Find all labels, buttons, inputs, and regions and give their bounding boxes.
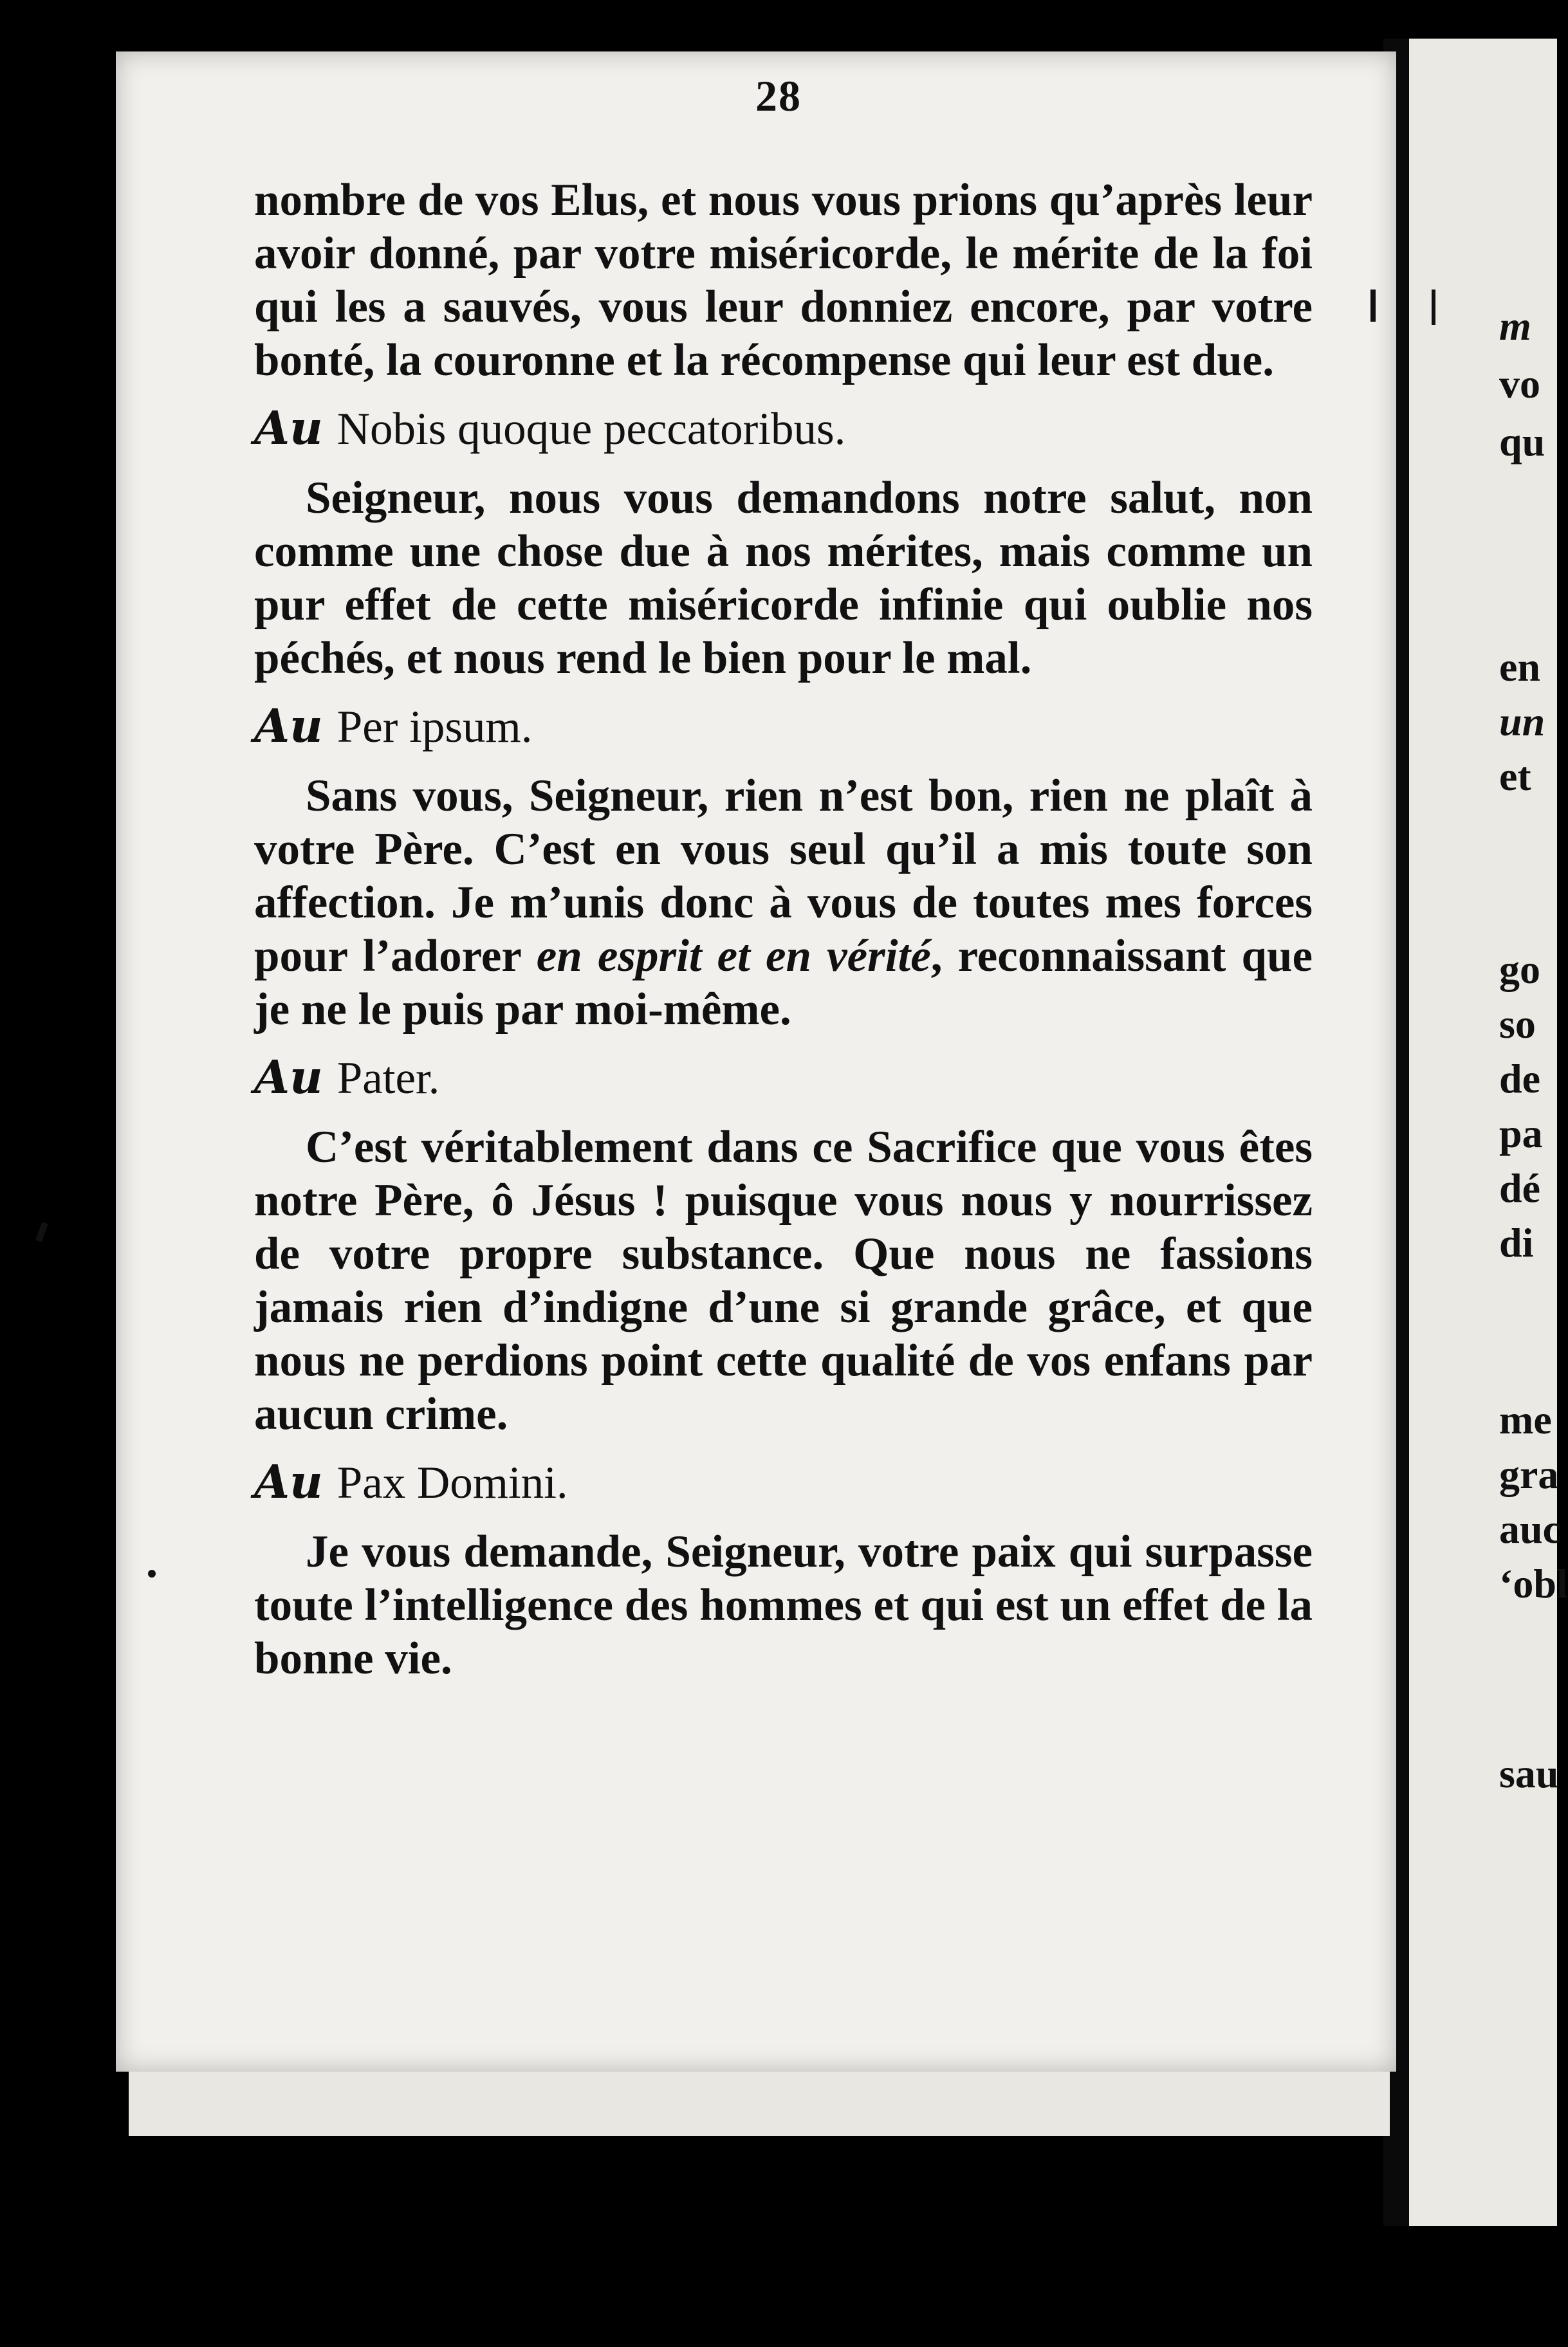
scan-speck — [148, 1570, 156, 1578]
paragraph-text: C’est véritablement dans ce Sacrifice que vous êtes notre Père, ô Jésus ! puisque vous nous y nourrissez de votre propre substance. Que nous ne fassions jamais rien d’indigne d’une si grande grâce, et que nous ne perdions point cette qualité de vos enfans par aucun crime. — [254, 1122, 1313, 1439]
section-heading — [254, 1455, 1313, 1510]
paragraph — [254, 1121, 1313, 1441]
paragraph — [254, 1525, 1313, 1686]
facing-page-fragment: pa — [1499, 1110, 1543, 1156]
paragraph-text: Seigneur, nous vous demandons notre salut, non comme une chose due à nos mérites, mais comme un pur effet de cette miséricorde infinie qui oublie nos péchés, et nous rend le bien pour le mal. — [254, 473, 1313, 683]
facing-page-fragment: de — [1499, 1056, 1540, 1101]
paragraph-text: Sans vous, Seigneur, rien n’est bon, rien ne plaît à votre Père. C’est en vous seul qu’il a mis toute son affection. Je m’unis donc à vous de toutes mes forces pour l’adorer — [254, 771, 1313, 981]
facing-page-fragment: dé — [1499, 1165, 1540, 1211]
page-edge — [129, 2072, 1390, 2136]
heading-text: Pax Domini. — [337, 1458, 568, 1508]
section-heading — [254, 1051, 1313, 1105]
paragraph-text: , reconnaissant que je ne le puis par moi-même. — [254, 931, 1313, 1035]
facing-page-fragment: un — [1499, 699, 1545, 744]
facing-page-fragment: ‘obl — [1499, 1561, 1568, 1606]
paragraph-text: nombre de vos Elus, et nous vous prions qu’après leur avoir donné, par votre miséricorde, le mérite de la foi qui les a sauvés, vous leur donniez encore, par votre bonté, la couronne et la récompense qui leur est due. — [254, 175, 1313, 385]
facing-page-fragment: so — [1499, 1001, 1536, 1047]
facing-page-fragment: go — [1499, 946, 1540, 992]
scan-speck — [1432, 290, 1435, 325]
paragraph — [254, 472, 1313, 685]
facing-page-fragment: vo — [1499, 361, 1540, 407]
italic-phrase: en esprit et en vérité — [536, 931, 931, 981]
au-marker: Au — [254, 1455, 323, 1509]
au-marker: Au — [254, 401, 323, 455]
paragraph — [254, 769, 1313, 1036]
page-body — [254, 174, 1313, 1686]
paragraph-text: Je vous demande, Seigneur, votre paix qui surpasse toute l’intelligence des hommes et qui est un effet de la bonne vie. — [254, 1527, 1313, 1684]
facing-page-fragment: et — [1499, 753, 1531, 799]
heading-text: Nobis quoque peccatoribus. — [337, 404, 846, 454]
section-heading — [254, 401, 1313, 456]
au-marker: Au — [254, 699, 323, 753]
facing-page-fragment: auc — [1499, 1506, 1561, 1552]
page-number: 28 — [755, 71, 802, 120]
facing-page-fragment: sau — [1499, 1751, 1559, 1796]
heading-text: Per ipsum. — [337, 702, 533, 752]
facing-page-fragment: gra — [1499, 1451, 1559, 1497]
facing-page-fragment: qu — [1499, 419, 1545, 465]
section-heading — [254, 699, 1313, 754]
facing-page-fragment: en — [1499, 644, 1540, 690]
facing-page-text-fragments — [1499, 0, 1568, 2347]
heading-text: Pater. — [337, 1053, 440, 1103]
facing-page-fragment: m — [1499, 303, 1531, 349]
facing-page-fragment: me — [1499, 1397, 1552, 1442]
facing-page-fragment: di — [1499, 1220, 1534, 1266]
paragraph — [254, 174, 1313, 387]
scan-speck — [1370, 290, 1376, 322]
au-marker: Au — [254, 1050, 323, 1104]
